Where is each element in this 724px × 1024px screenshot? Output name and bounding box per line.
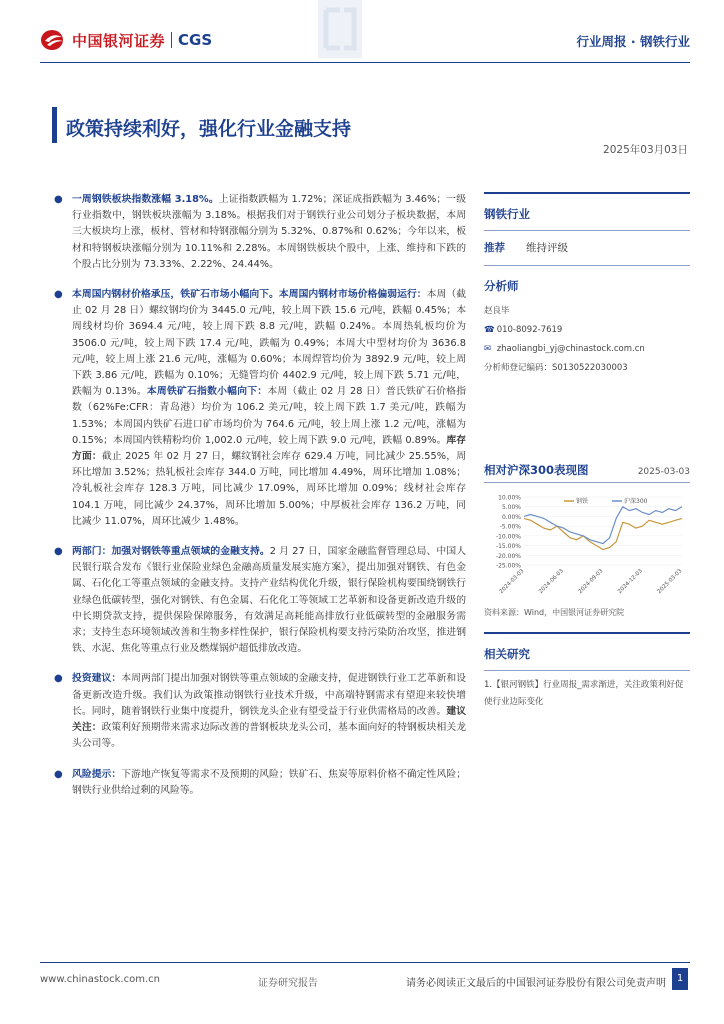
report-type-label: 行业周报 · 钢铁行业 [576,34,690,49]
bullet-dot-icon: ● [54,546,63,558]
page-footer [40,962,690,1002]
chart-title: 相对沪深300表现图 [484,463,589,477]
chart-y-tick-label: -5.00% [499,523,521,531]
summary-bullet-risk [52,767,466,799]
analyst-heading: 分析师 [484,279,519,293]
industry-label: 钢铁行业 [484,207,530,221]
sidebar-divider [484,230,690,231]
chart-date: 2025-03-03 [637,467,690,477]
logo-divider [171,32,172,48]
sidebar-divider [484,265,690,266]
chart-x-tick-label: 2024-03-03 [498,568,526,596]
footer-url[interactable]: www.chinastock.com.cn [40,974,160,985]
summary-bullet-index [52,192,466,273]
logo-text-en: CGS [178,31,213,49]
sidebar-top-rule [484,632,690,634]
relative-performance-chart [484,489,690,601]
bullet-text-3: 截止 2025 年 02 月 27 日，螺纹钢社会库存 629.4 万吨，同比减少 25.55%，周环比增加 3.52%；热轧板社会库存 344.0 万吨，同比增加 4.49%，周环比增加 1.08%；冷轧板社会库存 128.3 万吨，同比减少 17.09%，周环比增加 0.09%；线材社会库存 104.1 万吨，同比减少 24.37%，周环比增加 5.00%；中厚板社会库存 136.2 万吨，同比减少 11.07%，周环比减少 1.48%。 [72,451,467,527]
chart-x-tick-label: 2024-12-03 [617,568,644,596]
rating-key: 推荐 [484,242,505,254]
phone-icon: ☎ [484,325,495,335]
bullet-dot-icon: ● [54,289,63,301]
chart-y-tick-label: 0.00% [501,513,521,521]
bullet-dot-icon: ● [54,673,63,685]
chart-y-tick-label: -10.00% [495,533,521,541]
cgs-watermark-icon [318,0,362,58]
analyst-cert: 分析师登记编码：S0130522030003 [484,363,628,373]
bullet-dot-icon: ● [54,768,63,780]
chart-series-line [524,518,682,549]
chart-series-line [524,507,682,544]
report-date: 2025年03月03日 [603,144,688,156]
footer-report-label: 证券研究报告 [258,978,318,989]
chart-legend-label: 钢铁 [576,498,589,505]
report-title: 政策持续利好，强化行业金融支持 [66,118,352,140]
chart-y-tick-label: -20.00% [495,552,521,560]
header-divider [40,62,690,63]
chart-y-tick-label: 5.00% [501,504,521,512]
rating-value: 维持评级 [526,242,568,254]
bullet-text-2: 本周（截止 02 月 28 日）普氏铁矿石价格指数（62%Fe:CFR：青岛港）均价为 106.2 美元/吨，较上周下跌 1.7 美元/吨，跌幅为 1.53%；本周国内铁矿石进口矿市场均价为 764.6 元/吨，较上周上涨 1.2 元/吨，涨幅为 0.15%；本周国内铁精粉均价 1,002.0 元/吨，较上周下跌 9.0 元/吨，跌幅 0.89%。 [72,386,467,446]
email-icon: ✉ [484,344,492,354]
analyst-name: 赵良毕 [484,306,510,316]
sidebar-divider [484,482,690,483]
bullet-text-2: 政策利好预期带来需求边际改善的普钢板块龙头公司，基本面向好的特钢板块相关龙头公司等。 [72,722,467,750]
chart-header [484,462,690,478]
summary-bullet-advice [52,671,466,752]
chart-y-tick-label: -15.00% [495,543,521,551]
bullet-lead-2: 建议关注： [72,705,467,734]
bullet-text: 下游地产恢复等需求不及预期的风险；铁矿石、焦炭等原料价格不确定性风险；钢铁行业供给过剩的风险等。 [72,768,467,796]
title-accent-bar [52,107,57,143]
cgs-logo-icon [40,28,66,52]
sidebar-divider [484,670,690,671]
bullet-text: 本周（截止 02 月 28 日）螺纹钢均价为 3445.0 元/吨，较上周下跌 15.6 元/吨，跌幅 0.45%；本周线材均价 3694.4 元/吨，较上周下跌 8.8 元/吨，跌幅 0.24%。本周热轧板均价为 3506.0 元/吨，较上周下跌 17.4 元/吨，跌幅为 0.49%；本周大中型材均价为 3636.8 元/吨，较上周上涨 21.6 元/吨，涨幅为 0.60%；本周焊管均价为 3892.9 元/吨，较上周下跌 3.86 元/吨，跌幅为 0.10%；无缝管均价 4402.9 元/吨，较上周下跌 5.71 元/吨，跌幅为 0.13%。 [72,289,467,398]
company-logo [40,28,212,52]
sidebar [484,192,690,711]
page-number: 1 [672,968,688,990]
chart-svg [484,489,690,601]
rating-row [484,240,690,255]
chart-source: 资料来源：Wind，中国银河证券研究院 [484,608,625,617]
main-content [52,192,466,813]
summary-bullet-prices [52,287,466,530]
chart-y-tick-label: 10.00% [498,494,521,502]
bullet-text: 上证指数跌幅为 1.72%；深证成指跌幅为 3.46%；一级行业指数中，钢铁板块涨幅为 3.18%。根据我们对于钢铁行业公司划分子板块数据，本周三大板块均上涨，板材、管材和特钢涨幅分别为 5.32%、0.87%和 0.62%；今年以来，板材和特钢板块涨幅分别为 10.11%和 2.28%。本周钢铁板块个股中，上涨、维持和下跌的个股占比分别为 73.33%、2.22%、24.44%。 [72,194,466,270]
summary-bullet-policy [52,544,466,657]
analyst-email[interactable]: zhaoliangbi_yj@chinastock.com.cn [496,344,645,354]
chart-legend-label: 沪深300 [624,498,648,505]
footer-disclaimer: 请务必阅读正文最后的中国银河证券股份有限公司免责声明 [406,978,666,989]
chart-x-tick-label: 2024-09-03 [577,568,605,596]
chart-x-tick-label: 2024-06-03 [538,568,565,596]
sidebar-top-rule [484,192,690,194]
chart-y-tick-label: -25.00% [495,562,521,570]
analyst-phone: 010-8092-7619 [496,325,563,335]
bullet-lead: 一周钢铁板块指数涨幅 3.18%。 [72,194,219,205]
bullet-lead: 两部门：加强对钢铁等重点领域的金融支持。 [72,546,270,558]
bullet-lead: 本周国内钢材价格承压，铁矿石市场小幅向下。本周国内钢材市场价格偏弱运行： [72,289,427,301]
bullet-lead: 风险提示： [72,768,122,780]
related-research [484,632,690,711]
bullet-lead-2: 本周铁矿石指数小幅向下： [146,386,268,398]
footer-divider [40,962,690,963]
related-item[interactable]: 1.【银河钢铁】行业周报_需求渐进，关注政策利好促使行业边际变化 [484,680,684,707]
page-header [0,0,724,80]
analyst-phone-line [484,321,690,340]
bullet-lead-3: 库存方面： [72,434,467,463]
related-heading: 相关研究 [484,647,530,661]
analyst-email-line [484,340,690,359]
chart-x-tick-label: 2025-03-03 [656,568,684,596]
bullet-text: 本周两部门提出加强对钢铁等重点领域的金融支持，促进钢铁行业工艺革新和设备更新改造升级。我们认为政策推动钢铁行业技术升级，中高端特钢需求有望迎来较快增长。同时，随着钢铁行业集中度提升，钢铁龙头企业有望受益于行业供需格局的改善。 [72,673,467,717]
bullet-text: 2 月 27 日，国家金融监督管理总局、中国人民银行联合发布《银行业保险业绿色金融高质量发展实施方案》，提出加强对钢铁、有色金属、石化化工等重点领域的金融支持。支持产业结构优化升级，银行保险机构要围绕钢铁行业绿色低碳转型，强化对钢铁、有色金属、石化化工等领域工艺革新和设备更新改造升级的中长期贷款支持，提供保险保障服务，有效满足高耗能高排放行业低碳转型的金融服务需求；支持生态环境领域改善和生物多样性保护，银行保险机构要支持污染防治攻坚，推进钢铁、水泥、焦化等重点行业及燃煤锅炉超低排放改造。 [72,546,466,655]
logo-text-cn: 中国银河证券 [72,31,166,50]
bullet-lead: 投资建议： [72,673,122,685]
bullet-dot-icon: ● [54,194,63,205]
